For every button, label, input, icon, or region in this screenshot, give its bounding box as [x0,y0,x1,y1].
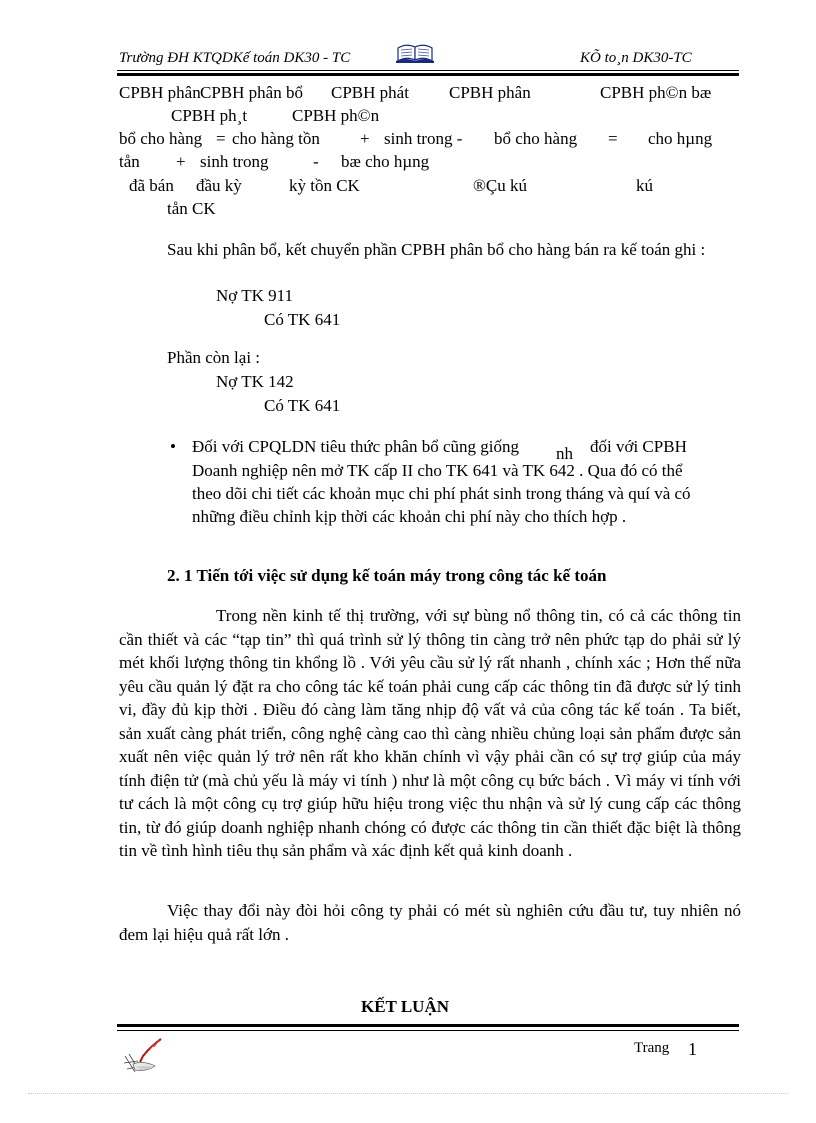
bullet-line1-b: nh [556,444,573,463]
formula-line1-c: CPBH phát [331,83,409,102]
remaining-credit: Có TK 641 [264,396,341,415]
header-rule-thin [117,70,739,71]
after-allocation-credit: Có TK 641 [264,310,341,329]
bullet-line2: Doanh nghiệp nên mở TK cấp II cho TK 641 và TK 642 . Qua đó có thể [192,461,683,480]
formula-line3-d: bổ cho hàng [494,129,578,148]
bullet-line1-a: Đối với CPQLDN tiêu thức phân bổ cũng giống [192,437,520,456]
formula-line4-plus: + [176,152,186,171]
bullet-line4: những điều chỉnh kịp thời các khoản chi phí này cho thích hợp . [192,507,627,526]
page-bottom-divider [28,1093,788,1094]
formula-line3-plus: + [360,129,370,148]
header-right: KÕ to¸n DK30-TC [580,50,692,66]
formula-line1-d: CPBH phân [449,83,531,102]
formula-line3-eq2: = [608,129,618,148]
formula-line3-a: bổ cho hàng [119,129,203,148]
open-book-icon [395,42,435,69]
formula-line3-eq1: = [216,129,226,148]
conclusion-heading: KẾT LUẬN [361,997,450,1016]
page-label: Trang [634,1040,670,1056]
formula-line1-b: CPBH phân bổ [200,83,303,102]
after-allocation-debit: Nợ TK 911 [216,286,293,305]
remaining-debit: Nợ TK 142 [216,372,294,391]
formula-line4-b: sinh trong [200,152,269,171]
page-number: 1 [688,1039,697,1059]
section-paragraph-1: Trong nền kinh tế thị trường, với sự bùng nổ thông tin, có cả các thông tin cần thiết và các “tạp tin” thì quá trình sử lý thông tin càng trở nên phức tạp do phải sử lý mét khối lượng thông tin khổng lồ . Với yêu cầu sử lý rất nhanh , chính xác ; Hơn thế nữa yêu cầu quản lý đặt ra cho công tác kế toán phải cung cấp các thông tin đã được sử lý tinh vi, đầy đủ kịp thời . Điều đó càng làm tăng nhịp độ vất vả của công tác kế toán . Ta biết, sản xuất càng phát triển, công nghệ càng cao thì càng nhiều chủng loại sản phẩm được sản xuất nên việc quản lý trở nên rất kho khăn chính vì vậy phải cần có sự trợ giúp của máy tính điện tử (mà chủ yếu là máy vi tính ) như là một công cụ bức bách . Vì máy vi tính với tư cách là một công cụ trợ giúp hữu hiệu trong việc thu nhận và sử lý cung cấp các thông tin, từ đó giúp doanh nghiệp nhanh chóng có được các thông tin cần thiết đặc biệt là thông tin về tình hình tiêu thụ sản phẩm và xác định kết quả kinh doanh . [119,606,741,860]
section-heading: 2. 1 Tiến tới việc sử dụng kế toán máy trong công tác kế toán [167,566,607,585]
formula-line4-c: bæ cho hµng [341,152,430,171]
formula-line6: tån CK [167,199,216,218]
header-left: Trường ĐH KTQDKế toán DK30 - TC [119,50,351,66]
formula-line5-b: đầu kỳ [196,176,242,195]
footer-rule-thin [117,1030,739,1031]
bullet-glyph: • [170,437,176,456]
remaining-label: Phần còn lại : [167,348,261,367]
formula-line4-minus: - [313,152,319,171]
formula-line5-e: kú [636,176,653,195]
formula-line5-c: kỳ tồn CK [289,176,360,195]
formula-line1-e: CPBH ph©n bæ [600,83,712,102]
formula-line2-b: CPBH ph©n [292,106,380,125]
section-paragraph-2: Việc thay đổi này đòi hỏi công ty phải có mét sù nghiên cứu đầu tư, tuy nhiên nó đem lại hiệu quả rất lớn . [119,901,741,944]
formula-line1-a: CPBH phân [119,83,201,102]
after-allocation-text: Sau khi phân bổ, kết chuyển phần CPBH phân bổ cho hàng bán ra kế toán ghi : [167,240,706,259]
formula-line3-e: cho hµng [648,129,713,148]
bullet-line1-c: đối với CPBH [590,437,687,456]
formula-line2-a: CPBH ph¸t [171,106,248,125]
header-rule-thick [117,73,739,76]
formula-line4-a: tån [119,152,140,171]
formula-line3-c: sinh trong - [384,129,463,148]
footer-rule-thick [117,1024,739,1027]
bullet-line3: theo dõi chi tiết các khoản mục chi phí phát sinh trong tháng và quí và có [192,484,691,503]
quill-logo-icon [121,1036,165,1081]
formula-line3-b: cho hàng tồn [232,129,320,148]
formula-line5-d: ®Çu kú [473,176,528,195]
formula-line5-a: đã bán [129,176,174,195]
